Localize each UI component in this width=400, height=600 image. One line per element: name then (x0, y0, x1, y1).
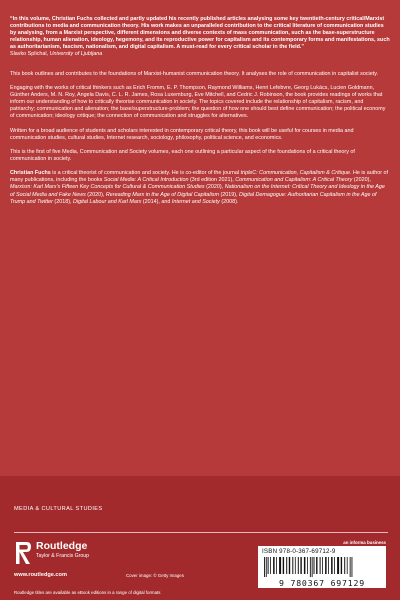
book-title: Marxism: Karl Marx’s Fifteen Key Concepts for Cultural & Communication Studies (10, 184, 205, 191)
book-title: Rereading Marx in the Age of Digital Capitalism (105, 191, 219, 198)
bio-text: (2014), and (141, 198, 172, 205)
description-paragraph-3: Written for a broad audience of students and scholars interested in contemporary critical theory, this book will be useful for courses in media and communication studies, cultural studies, Internet research, sociology, philosophy, political science, and economics. (10, 127, 354, 141)
description-paragraph-2: Engaging with the works of critical thinkers such as Erich Fromm, E. P. Thompson, Raymond Williams, Henri Lefebvre, Georg Lukács, Lucien Goldmann, Günther Anders, M. N. Roy, Angela Davis, C. L. R. James, Rosa Luxemburg, Eve Mitchell, and Cedric J. Robinson, the book provides readings of works that inform our understanding of how to critically theorise communication in society. The topics covered include the relationship of capitalism, racism, and patriarchy; communication and alienation; the base/superstructure-problem; the question of how one should best define communication; the political economy of communication; ideology critique; the connection of communication and struggles for alternatives. (10, 84, 386, 120)
publisher-panel (0, 476, 400, 600)
endorser-name: Slavko Splichal, (10, 51, 49, 58)
author-bio (10, 170, 390, 205)
barcode-bar (322, 557, 323, 574)
series-label: MEDIA & CULTURAL STUDIES (14, 506, 103, 512)
book-title: Digital Demagogue: Authoritarian Capitalism in the Age of Trump and Twitter (10, 191, 377, 205)
book-title: Social Media: A Critical Introduction (103, 177, 189, 184)
barcode-bar (279, 557, 281, 574)
bio-text: (2019), (218, 191, 240, 198)
book-title: Nationalism on the Internet: Critical Theory and Ideology in the Age of Social Media and Fake News (10, 184, 385, 198)
bio-text: (2008). (219, 198, 239, 205)
publisher-subtitle: Taylor & Francis Group (36, 553, 90, 559)
barcode-bar (310, 557, 311, 577)
barcode-bar (292, 557, 293, 574)
barcode-bar (320, 557, 321, 574)
barcode-bar (337, 557, 339, 574)
barcode-bar (314, 557, 315, 574)
barcode-bar (352, 557, 353, 577)
bio-text: (2020), (352, 177, 371, 184)
barcode-bar (286, 557, 287, 574)
isbn-label: ISBN 978-0-367-69712-9 (262, 548, 336, 555)
bio-text: (2020), (85, 191, 106, 198)
barcode-bar (312, 557, 313, 577)
barcode-bar (300, 557, 301, 574)
journal-title: tripleC: Communication, Capitalism & Critique (240, 170, 350, 177)
barcode-digits: 9 780367 697129 (279, 578, 365, 588)
bio-text: . He is author of many publications, including the books (10, 170, 389, 184)
barcode-bar (331, 557, 333, 574)
barcode-bar (304, 557, 306, 574)
barcode-bar (264, 557, 265, 577)
endorsement-quote: “In this volume, Christian Fuchs collected and partly updated his recently published articles analysing some key twentieth-century critical/Marxist contributions to media and communication theory. His work makes an unparalleled contribution to the critical literature of communication studies by analysing, from a Marxist perspective, different dimensions and diverse contexts of mass communication, such as the base-superstructure relationship, human alienation, ideology, hegemony, and its reproductive power for capitalism and its contemporary forms and manifestations, such as authoritarianism, fascism, nationalism, and digital capitalism. A must-read for every critical scholar in the field.” (10, 16, 390, 51)
bio-text: (3rd edition 2021), (188, 177, 236, 184)
barcode-bar (350, 557, 351, 577)
description-paragraph-4: This is the first of five Media, Communication and Society volumes, each one outlining a particular aspect of the foundations of a critical theory of communication in society. (10, 148, 355, 162)
bio-text: (2018), (52, 198, 74, 205)
barcode-bar (316, 557, 317, 574)
barcode-bar (289, 557, 290, 574)
barcode-bar (283, 557, 284, 574)
publisher-name: Routledge (36, 540, 88, 552)
bio-text: (2020), (204, 184, 225, 191)
barcode-bar (325, 557, 327, 574)
barcode-bar (328, 557, 329, 574)
barcode-graphic (264, 557, 380, 577)
book-title: Digital Labour and Karl Marx (73, 198, 142, 205)
divider (14, 532, 388, 533)
barcode-bar (344, 557, 345, 574)
barcode-bar (341, 557, 342, 574)
description-paragraph-1: This book outlines and contributes to the foundations of Marxist-humanist communication theory. It analyses the role of communication in capitalist society. (10, 70, 379, 77)
barcode-bar (295, 557, 296, 574)
bio-text: is a critical theorist of communication and society. He is co-editor of the journal (50, 170, 241, 177)
author-name: Christian Fuchs (10, 170, 51, 177)
cover-image-credit: Cover image: © Getty Images (126, 573, 184, 578)
barcode-bar (334, 557, 335, 574)
book-title: Communication and Capitalism: A Critical Theory (235, 177, 353, 184)
barcode-bar (273, 557, 275, 574)
barcode-bar (298, 557, 299, 574)
isbn-barcode (258, 546, 386, 588)
book-title: Internet and Society (171, 198, 220, 205)
footer-note: Routledge titles are available as eBook editions in a range of digital formats (14, 590, 161, 595)
barcode-bar (307, 557, 308, 574)
endorser-affiliation: University of Ljubljana (49, 51, 103, 58)
barcode-bar (266, 557, 267, 577)
publisher-url[interactable]: www.routledge.com (14, 572, 67, 578)
routledge-r-logo-icon (14, 540, 32, 566)
barcode-bar (276, 557, 277, 574)
barcode-bar (268, 557, 269, 574)
barcode-bar (270, 557, 271, 574)
barcode-bar (347, 557, 348, 574)
imprint-tagline: an informa business (343, 540, 386, 545)
endorsement-attribution (10, 51, 390, 58)
